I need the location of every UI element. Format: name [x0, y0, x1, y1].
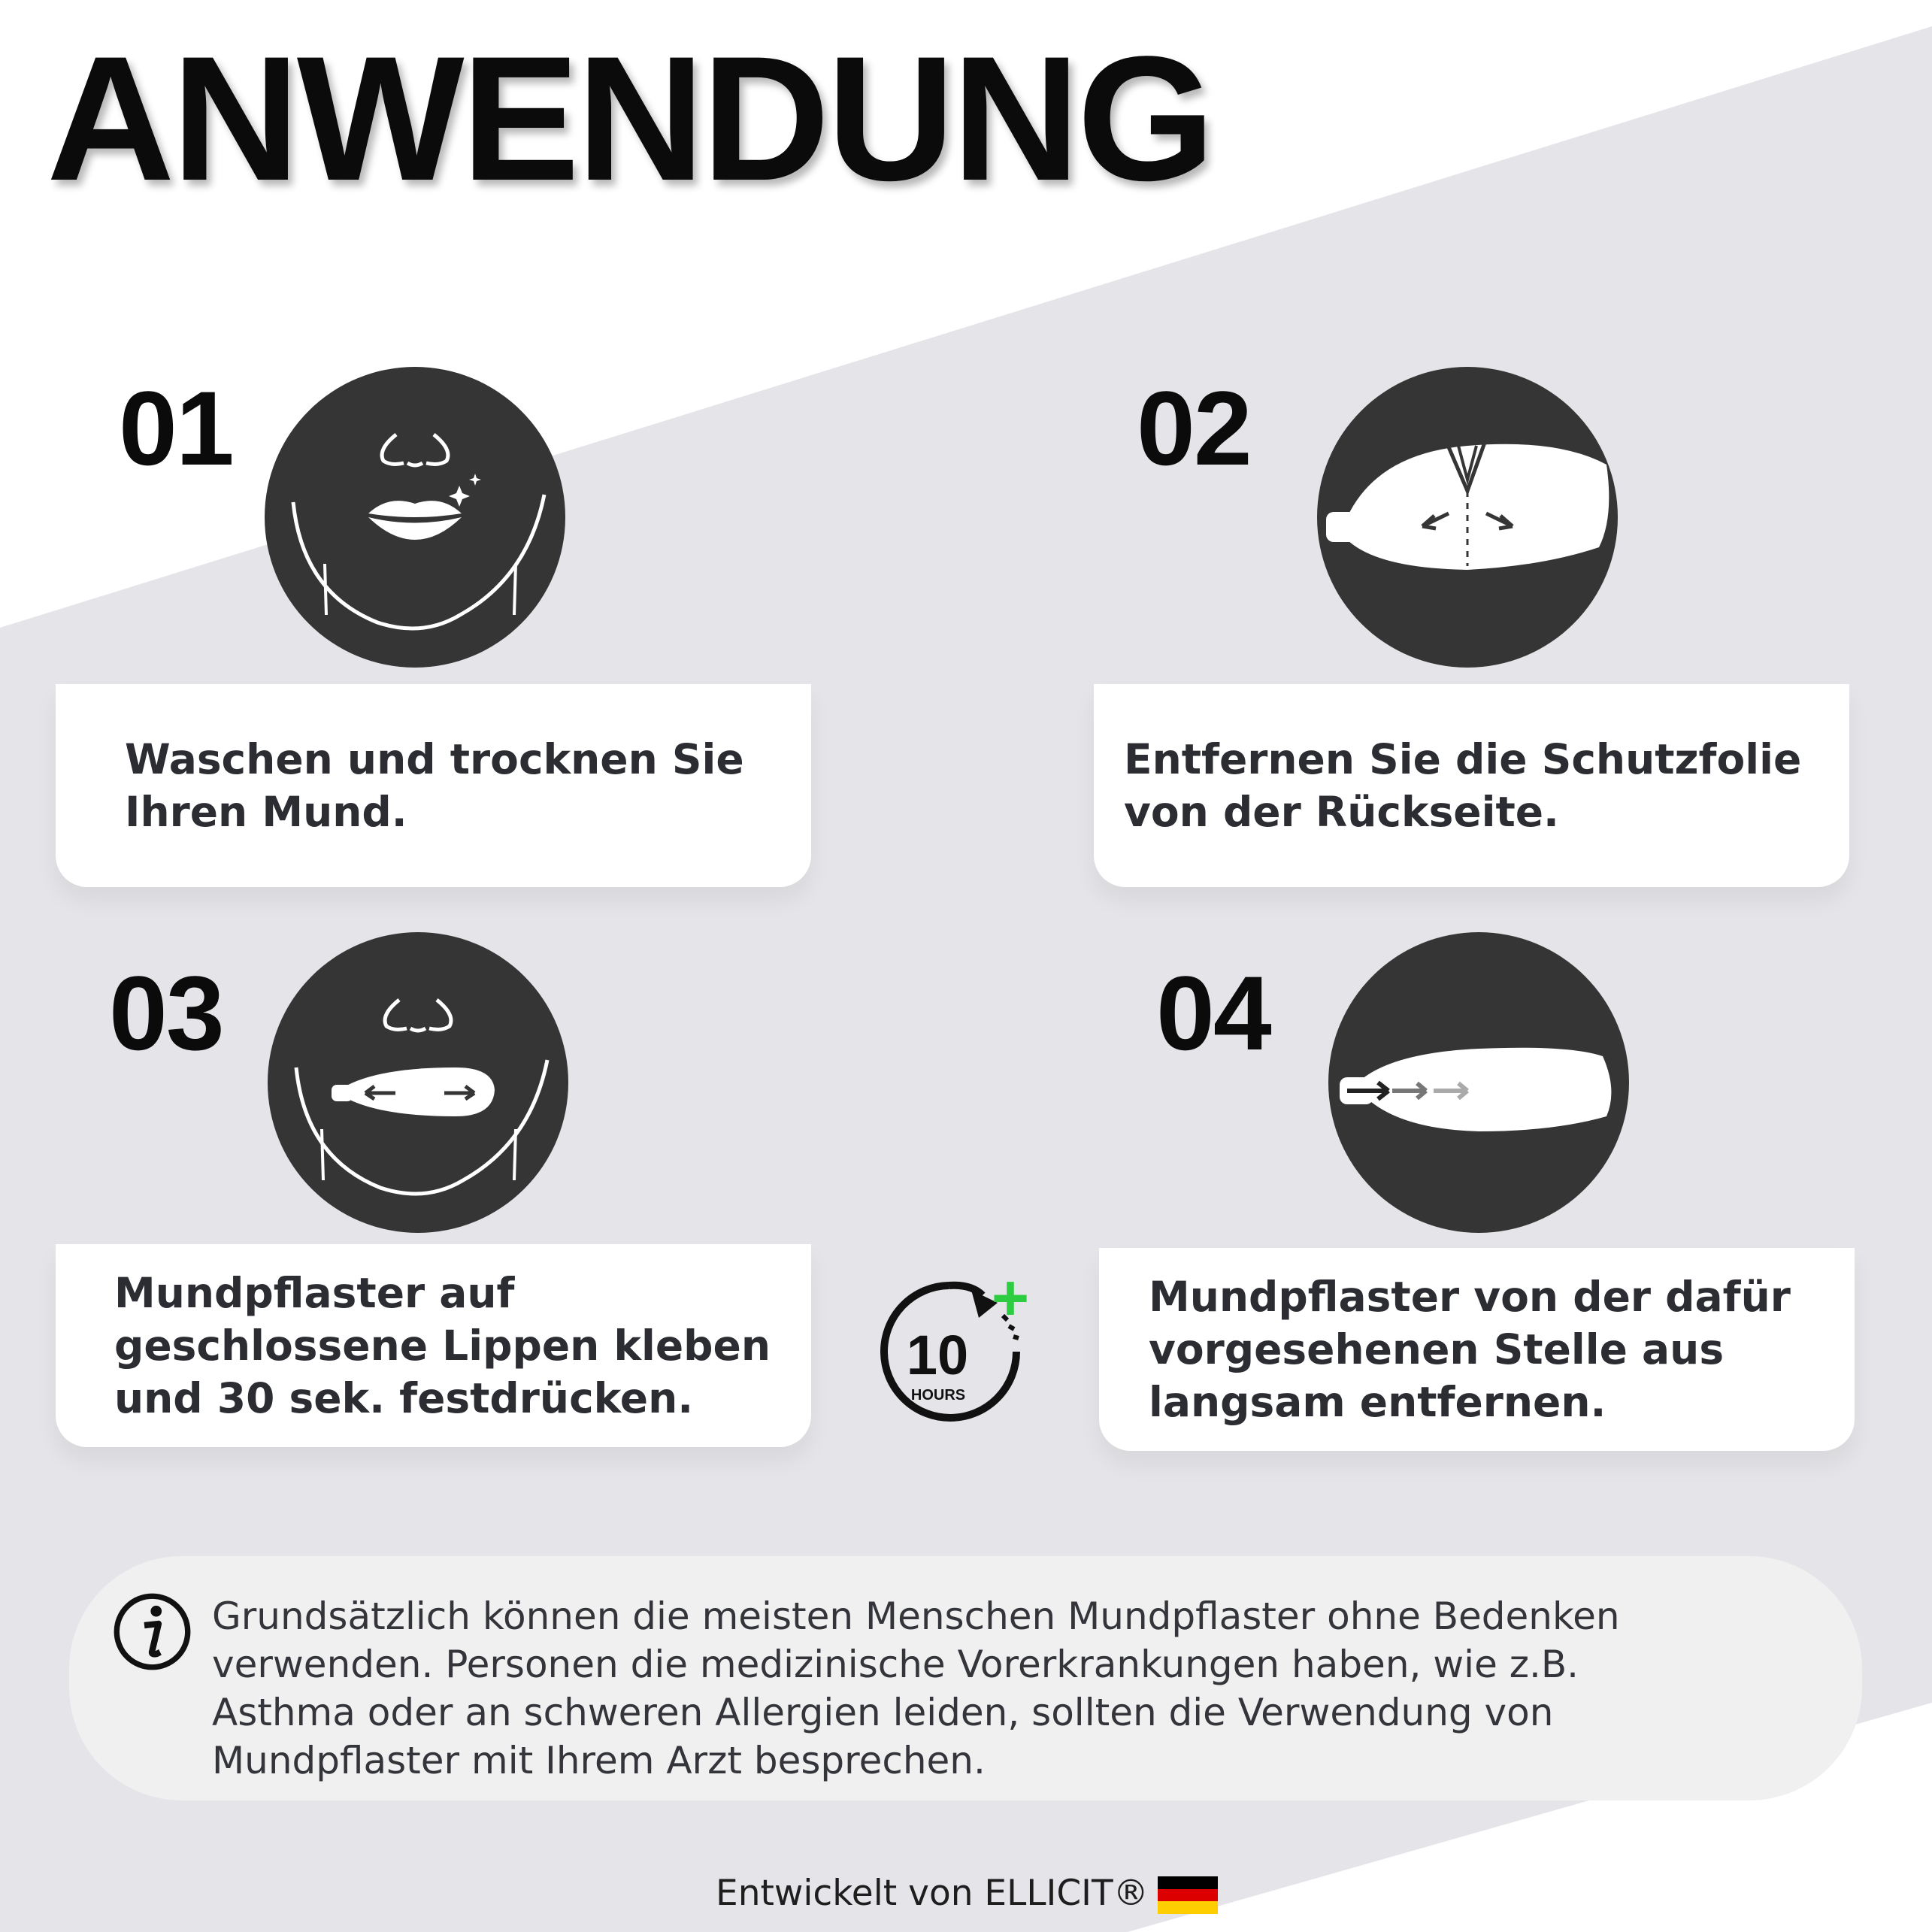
- remove-strip-icon: [1328, 932, 1629, 1233]
- timer-unit: HOURS: [910, 1387, 966, 1404]
- apply-strip-icon: [268, 932, 568, 1233]
- step-card-01: [56, 684, 811, 887]
- step-card-02: [1094, 684, 1849, 887]
- timer-10-hours-icon: [866, 1261, 1039, 1434]
- step-number-02: 02: [1137, 369, 1251, 487]
- step-card-03: [56, 1244, 811, 1447]
- page-title: ANWENDUNG: [47, 20, 1213, 218]
- clean-face-icon: [265, 367, 565, 668]
- timer-plus: +: [991, 1262, 1030, 1334]
- step-number-01: 01: [119, 369, 233, 487]
- step-card-04: [1099, 1248, 1855, 1451]
- info-note-text: Grundsätzlich können die meisten Menschen Mundpflaster ohne Bedenken verwenden. Personen die medizinische Vorerkrankungen haben, wie z.B. Asthma oder an schweren Allergien leiden, sollten die Verwendung von Mundpflaster mit Ihrem Arzt besprechen.: [212, 1594, 1620, 1782]
- step-text-01: Waschen und trocknen Sie Ihren Mund.: [125, 735, 744, 836]
- timer-value: 10: [906, 1324, 969, 1386]
- footer-credit: Entwickelt von ELLICIT®: [716, 1873, 1149, 1914]
- step-text-03: Mundpflaster auf geschlossene Lippen kleben und 30 sek. festdrücken.: [114, 1269, 771, 1422]
- step-text-04: Mundpflaster von der dafür vorgesehenen Stelle aus langsam entfernen.: [1149, 1273, 1791, 1426]
- german-flag-icon: [1158, 1876, 1218, 1914]
- step-number-03: 03: [109, 954, 223, 1072]
- info-note: [69, 1556, 1862, 1800]
- peel-backing-icon: [1317, 367, 1618, 668]
- step-text-02: Entfernen Sie die Schutzfolie von der Rückseite.: [1124, 735, 1802, 836]
- step-number-04: 04: [1156, 954, 1270, 1072]
- info-icon: [113, 1592, 192, 1671]
